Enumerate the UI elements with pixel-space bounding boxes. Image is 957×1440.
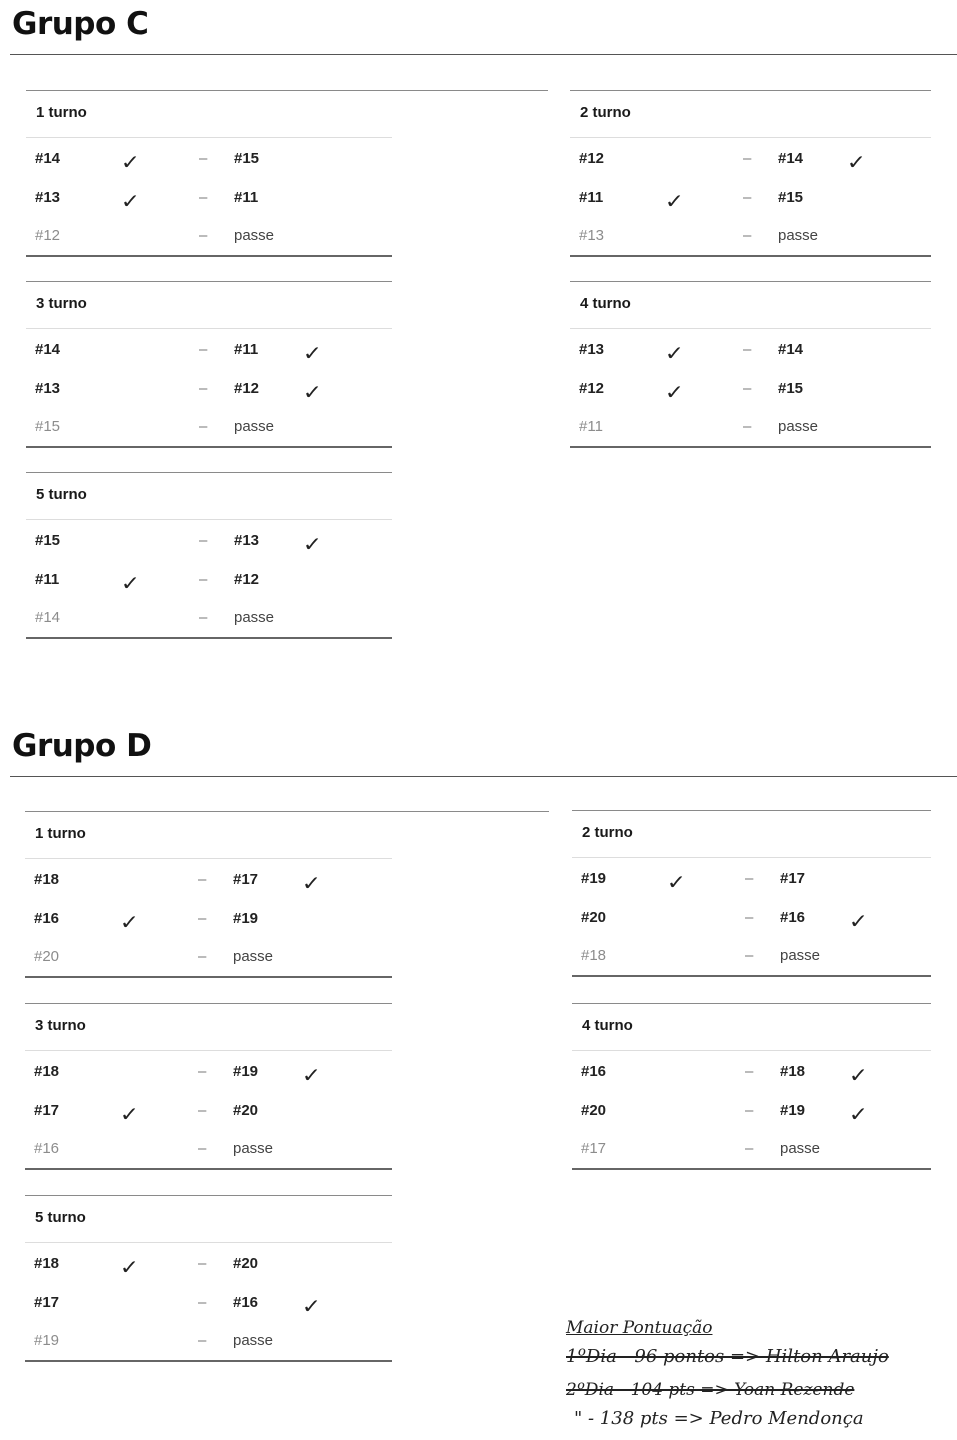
bye-label: passe — [233, 1332, 274, 1350]
bye-row — [572, 947, 931, 969]
match-separator: – — [198, 1063, 207, 1080]
winner-check-icon: ✓ — [301, 1063, 322, 1087]
winner-check-icon: ✓ — [301, 871, 322, 895]
group-divider — [10, 776, 957, 777]
match-row — [26, 150, 392, 172]
bye-label: passe — [233, 948, 274, 966]
home-seed: #13 — [579, 227, 605, 245]
round-top-rule — [572, 1003, 931, 1004]
home-seed: #18 — [34, 871, 60, 888]
home-seed: #19 — [581, 870, 607, 887]
home-seed: #18 — [34, 1255, 60, 1272]
round-top-rule — [25, 1003, 392, 1004]
winner-check-icon: ✓ — [666, 870, 687, 894]
home-seed: #20 — [34, 948, 60, 966]
match-separator: – — [743, 227, 752, 245]
winner-check-icon: ✓ — [848, 908, 869, 933]
away-seed: #12 — [234, 379, 260, 397]
home-seed: #12 — [579, 379, 605, 397]
bye-row — [572, 1140, 931, 1162]
match-separator: – — [198, 871, 207, 888]
bye-row — [570, 227, 931, 249]
home-seed: #17 — [34, 1293, 60, 1311]
match-row — [25, 1063, 392, 1085]
winner-check-icon: ✓ — [120, 150, 141, 174]
winner-check-icon: ✓ — [120, 570, 141, 595]
match-row — [26, 571, 392, 593]
round-bottom-rule — [572, 975, 931, 977]
match-row — [26, 380, 392, 402]
round-top-rule — [25, 811, 549, 812]
bye-label: passe — [233, 1140, 274, 1158]
round-label: 4 turno — [580, 295, 631, 312]
home-seed: #18 — [34, 1063, 60, 1080]
round-bottom-rule — [26, 446, 392, 448]
winner-check-icon: ✓ — [302, 379, 323, 404]
winner-check-icon: ✓ — [120, 188, 141, 213]
home-seed: #13 — [579, 341, 605, 358]
match-separator: – — [743, 150, 752, 167]
bye-row — [25, 948, 392, 970]
round-header-rule — [570, 137, 931, 138]
bye-row — [25, 1140, 392, 1162]
winner-check-icon: ✓ — [119, 909, 140, 934]
match-separator: – — [198, 1332, 207, 1350]
round-header-rule — [26, 137, 392, 138]
match-separator: – — [743, 418, 752, 436]
bye-label: passe — [780, 947, 821, 965]
match-separator: – — [743, 379, 752, 397]
away-seed: #11 — [234, 188, 259, 206]
round-label: 2 turno — [582, 824, 633, 841]
winner-check-icon: ✓ — [302, 341, 323, 365]
away-seed: #15 — [778, 379, 804, 397]
note-line-2: 2ºDia - 104 pts => Yoan Rezende — [566, 1380, 855, 1400]
home-seed: #13 — [35, 379, 61, 397]
round-bottom-rule — [25, 976, 392, 978]
round-bottom-rule — [570, 446, 931, 448]
round-top-rule — [26, 90, 548, 91]
round-label: 5 turno — [36, 486, 87, 503]
match-row — [25, 871, 392, 893]
winner-check-icon: ✓ — [846, 150, 867, 174]
round-header-rule — [25, 1242, 392, 1243]
home-seed: #18 — [581, 947, 607, 965]
away-seed: #19 — [233, 1063, 259, 1080]
match-separator: – — [198, 1293, 207, 1311]
match-separator: – — [198, 1255, 207, 1272]
home-seed: #20 — [581, 908, 607, 926]
match-separator: – — [199, 188, 208, 206]
round-header-rule — [26, 519, 392, 520]
match-separator: – — [199, 418, 208, 436]
winner-check-icon: ✓ — [664, 379, 685, 404]
home-seed: #15 — [35, 532, 61, 549]
match-separator: – — [199, 609, 208, 627]
home-seed: #11 — [579, 418, 603, 436]
match-separator: – — [198, 948, 207, 966]
home-seed: #16 — [34, 909, 60, 927]
away-seed: #13 — [234, 532, 260, 549]
winner-check-icon: ✓ — [848, 1101, 869, 1126]
winner-check-icon: ✓ — [119, 1101, 140, 1126]
round-top-rule — [25, 1195, 392, 1196]
home-seed: #15 — [35, 418, 61, 436]
home-seed: #11 — [579, 188, 604, 206]
round-label: 3 turno — [35, 1017, 86, 1034]
match-row — [25, 910, 392, 932]
bye-label: passe — [778, 418, 819, 436]
match-row — [25, 1102, 392, 1124]
match-separator: – — [745, 947, 754, 965]
away-seed: #19 — [233, 909, 259, 927]
match-separator: – — [743, 341, 752, 358]
match-separator: – — [199, 341, 208, 358]
match-separator: – — [743, 188, 752, 206]
round-label: 3 turno — [36, 295, 87, 312]
home-seed: #16 — [34, 1140, 60, 1158]
home-seed: #12 — [579, 150, 605, 167]
home-seed: #17 — [581, 1140, 607, 1158]
round-label: 2 turno — [580, 104, 631, 121]
winner-check-icon: ✓ — [848, 1063, 869, 1087]
home-seed: #19 — [34, 1332, 60, 1350]
home-seed: #12 — [35, 227, 61, 245]
round-bottom-rule — [572, 1168, 931, 1170]
round-top-rule — [572, 810, 931, 811]
round-bottom-rule — [25, 1360, 392, 1362]
bye-label: passe — [778, 227, 819, 245]
bye-label: passe — [234, 609, 275, 627]
home-seed: #14 — [35, 609, 61, 627]
home-seed: #14 — [35, 150, 61, 167]
home-seed: #16 — [581, 1063, 607, 1080]
away-seed: #17 — [233, 871, 259, 888]
round-label: 1 turno — [35, 825, 86, 842]
home-seed: #20 — [581, 1101, 607, 1119]
round-top-rule — [26, 281, 392, 282]
match-separator: – — [199, 379, 208, 397]
home-seed: #13 — [35, 188, 61, 206]
match-separator: – — [198, 1140, 207, 1158]
away-seed: #11 — [234, 341, 259, 358]
match-separator: – — [745, 1101, 754, 1119]
winner-check-icon: ✓ — [664, 341, 685, 365]
match-row — [570, 189, 931, 211]
round-header-rule — [570, 328, 931, 329]
away-seed: #14 — [778, 341, 804, 358]
round-label: 1 turno — [36, 104, 87, 121]
away-seed: #16 — [233, 1293, 259, 1311]
match-separator: – — [745, 870, 754, 887]
bye-label: passe — [780, 1140, 821, 1158]
away-seed: #19 — [780, 1101, 806, 1119]
match-separator: – — [199, 150, 208, 167]
round-header-rule — [26, 328, 392, 329]
match-separator: – — [745, 908, 754, 926]
note-title: Maior Pontuação — [566, 1318, 713, 1338]
round-header-rule — [572, 1050, 931, 1051]
away-seed: #20 — [233, 1255, 259, 1272]
match-row — [26, 532, 392, 554]
match-row — [26, 189, 392, 211]
round-label: 4 turno — [582, 1017, 633, 1034]
bye-label: passe — [234, 227, 275, 245]
winner-check-icon: ✓ — [119, 1255, 140, 1279]
away-seed: #15 — [234, 150, 260, 167]
home-seed: #17 — [34, 1101, 60, 1119]
match-separator: – — [199, 532, 208, 549]
winner-check-icon: ✓ — [302, 532, 323, 556]
round-header-rule — [25, 858, 392, 859]
away-seed: #15 — [778, 188, 804, 206]
match-row — [25, 1255, 392, 1277]
home-seed: #11 — [35, 570, 60, 588]
group-title: Grupo D — [12, 728, 152, 764]
match-separator: – — [199, 570, 208, 588]
round-bottom-rule — [26, 637, 392, 639]
round-label: 5 turno — [35, 1209, 86, 1226]
bye-row — [25, 1332, 392, 1354]
group-divider — [10, 54, 957, 55]
winner-check-icon: ✓ — [664, 188, 685, 213]
note-line-1: 1ºDia - 96 pontos => Hilton Araujo — [566, 1346, 889, 1367]
match-separator: – — [199, 227, 208, 245]
round-header-rule — [572, 857, 931, 858]
match-row — [570, 341, 931, 363]
away-seed: #16 — [780, 908, 806, 926]
match-row — [26, 341, 392, 363]
bye-row — [570, 418, 931, 440]
match-row — [572, 1102, 931, 1124]
winner-check-icon: ✓ — [301, 1293, 322, 1318]
round-top-rule — [26, 472, 392, 473]
match-row — [572, 870, 931, 892]
away-seed: #20 — [233, 1101, 259, 1119]
away-seed: #14 — [778, 150, 804, 167]
home-seed: #14 — [35, 341, 61, 358]
note-line-3: " - 138 pts => Pedro Mendonça — [574, 1408, 864, 1429]
match-separator: – — [198, 1101, 207, 1119]
bye-row — [26, 227, 392, 249]
match-row — [570, 150, 931, 172]
round-top-rule — [570, 90, 931, 91]
bye-label: passe — [234, 418, 275, 436]
away-seed: #18 — [780, 1063, 806, 1080]
match-separator: – — [198, 909, 207, 927]
round-bottom-rule — [25, 1168, 392, 1170]
bye-row — [26, 609, 392, 631]
round-header-rule — [25, 1050, 392, 1051]
match-separator: – — [745, 1063, 754, 1080]
match-row — [570, 380, 931, 402]
group-title: Grupo C — [12, 6, 149, 42]
round-bottom-rule — [570, 255, 931, 257]
match-row — [572, 1063, 931, 1085]
away-seed: #17 — [780, 870, 806, 887]
match-row — [572, 909, 931, 931]
match-row — [25, 1294, 392, 1316]
round-top-rule — [570, 281, 931, 282]
away-seed: #12 — [234, 570, 260, 588]
bye-row — [26, 418, 392, 440]
round-bottom-rule — [26, 255, 392, 257]
match-separator: – — [745, 1140, 754, 1158]
